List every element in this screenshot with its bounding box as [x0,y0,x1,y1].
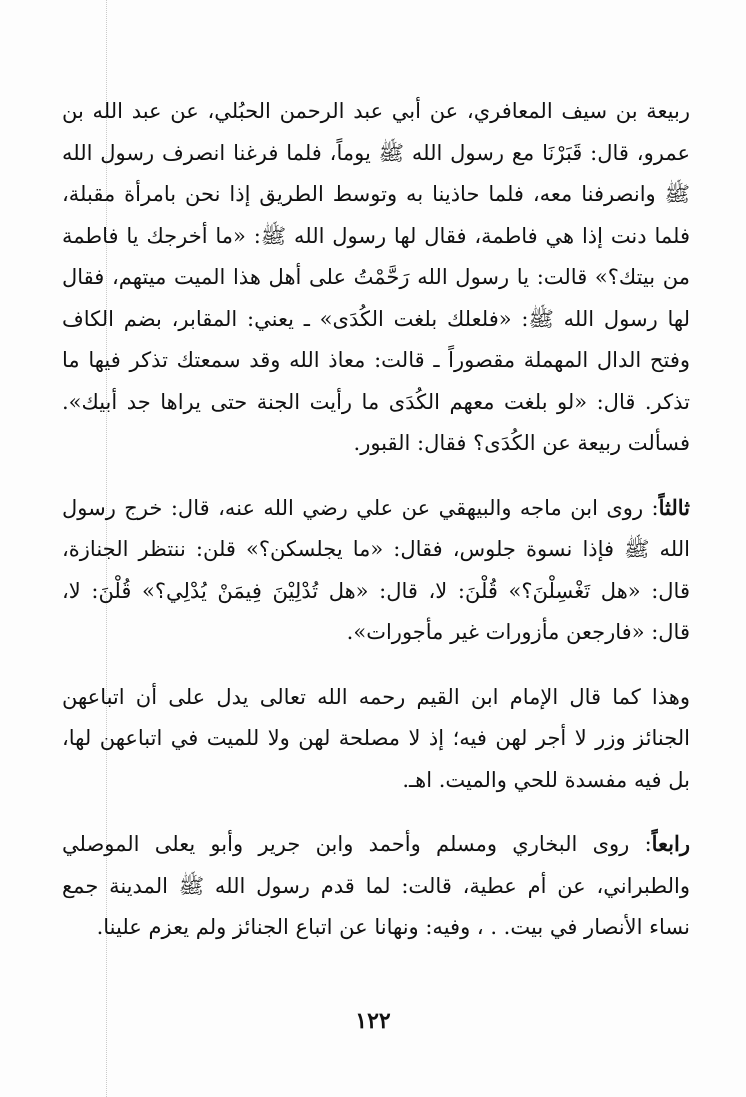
paragraph-third [62,487,690,654]
paragraph-text: وهذا كما قال الإمام ابن القيم رحمه الله تعالى يدل على أن اتباعهن الجنائز وزر لا أجر لهن فيه؛ إذ لا مصلحة لهن ولا للميت في اتباعهن لها، بل فيه مفسدة للحي والميت. اهـ. [62,684,690,792]
paragraph-text: ربيعة بن سيف المعافري، عن أبي عبد الرحمن الحبُلي، عن عبد الله بن عمرو، قال: قَبَرْنَا مع رسول الله ﷺ يوماً، فلما فرغنا انصرف رسول الله ﷺ وانصرفنا معه، فلما حاذينا به وتوسط الطريق إذا نحن بامرأة مقبلة، فلما دنت إذا هي فاطمة، فقال لها رسول الله ﷺ: «ما أخرجك يا فاطمة من بيتك؟» قالت: يا رسول الله رَحَّمْتُ على أهل هذا الميت ميتهم، فقال لها رسول الله ﷺ: «فلعلك بلغت الكُدَى» ـ يعني: المقابر، بضم الكاف وفتح الدال المهملة مقصوراً ـ قالت: معاذ الله وقد سمعتك تذكر فيها ما تذكر. قال: «لو بلغت معهم الكُدَى ما رأيت الجنة حتى يراها جد أبيك». فسألت ربيعة عن الكُدَى؟ فقال: القبور. [62,99,690,455]
paragraph-hadith-fatima [62,90,690,465]
page-number: ١٢٢ [355,1008,391,1034]
page-body [62,90,690,949]
paragraph-ibn-qayyim [62,676,690,802]
paragraph-fourth [62,823,690,949]
paragraph-lead: ثالثاً [658,494,690,520]
paragraph-text: : روى ابن ماجه والبيهقي عن علي رضي الله عنه، قال: خرج رسول الله ﷺ فإذا نسوة جلوس، فقال: «ما يجلسكن؟» قلن: ننتظر الجنازة، قال: «هل تَغْسِلْنَ؟» قُلْنَ: لا، قال: «هل تُدْلِيْنَ فِيمَنْ يُدْلِي؟» قُلْنَ: لا، قال: «فارجعن مأزورات غير مأجورات». [62,495,690,644]
paragraph-text: : روى البخاري ومسلم وأحمد وابن جرير وأبو يعلى الموصلي والطبراني، عن أم عطية، قالت: لما قدم رسول الله ﷺ المدينة جمع نساء الأنصار في بيت. . ، وفيه: ونهانا عن اتباع الجنائز ولم يعزم علينا. [62,832,690,939]
paragraph-lead: رابعاً [651,831,690,856]
